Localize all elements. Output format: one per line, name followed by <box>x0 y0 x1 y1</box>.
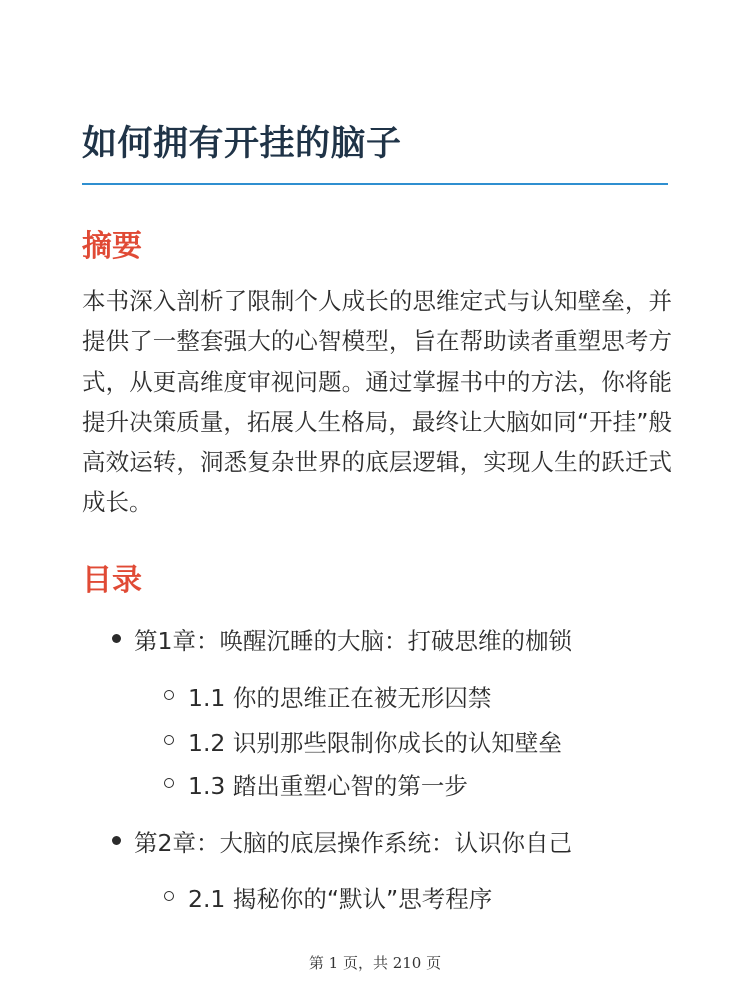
document-page <box>82 0 672 1000</box>
toc-section-label: 2.1 揭秘你的“默认”思考程序 <box>188 885 493 913</box>
toc-chapter-label: 第1章：唤醒沉睡的大脑：打破思维的枷锁 <box>134 627 572 655</box>
toc-chapter-label: 第2章：大脑的底层操作系统：认识你自己 <box>134 829 572 857</box>
toc-section-label: 1.2 识别那些限制你成长的认知壁垒 <box>188 729 562 757</box>
bullet-disc-icon <box>112 634 121 643</box>
document-title: 如何拥有开挂的脑子 <box>82 124 402 164</box>
title-divider <box>82 183 668 185</box>
bullet-disc-icon <box>112 836 121 845</box>
toc-section-label: 1.1 你的思维正在被无形囚禁 <box>188 684 492 712</box>
bullet-circle-icon <box>164 891 174 901</box>
toc-heading: 目录 <box>82 563 142 598</box>
bullet-circle-icon <box>164 778 174 788</box>
summary-heading: 摘要 <box>82 229 142 264</box>
bullet-circle-icon <box>164 690 174 700</box>
bullet-circle-icon <box>164 735 174 745</box>
toc-section-label: 1.3 踏出重塑心智的第一步 <box>188 772 468 800</box>
summary-paragraph: 本书深入剖析了限制个人成长的思维定式与认知壁垒，并提供了一整套强大的心智模型，旨在帮助读者重塑思考方式，从更高维度审视问题。通过掌握书中的方法，你将能提升决策质量，拓展人生格局，最终让大脑如同“开挂”般高效运转，洞悉复杂世界的底层逻辑，实现人生的跃迁式成长。 <box>82 287 672 517</box>
page-footer: 第 1 页，共 210 页 <box>308 954 442 972</box>
